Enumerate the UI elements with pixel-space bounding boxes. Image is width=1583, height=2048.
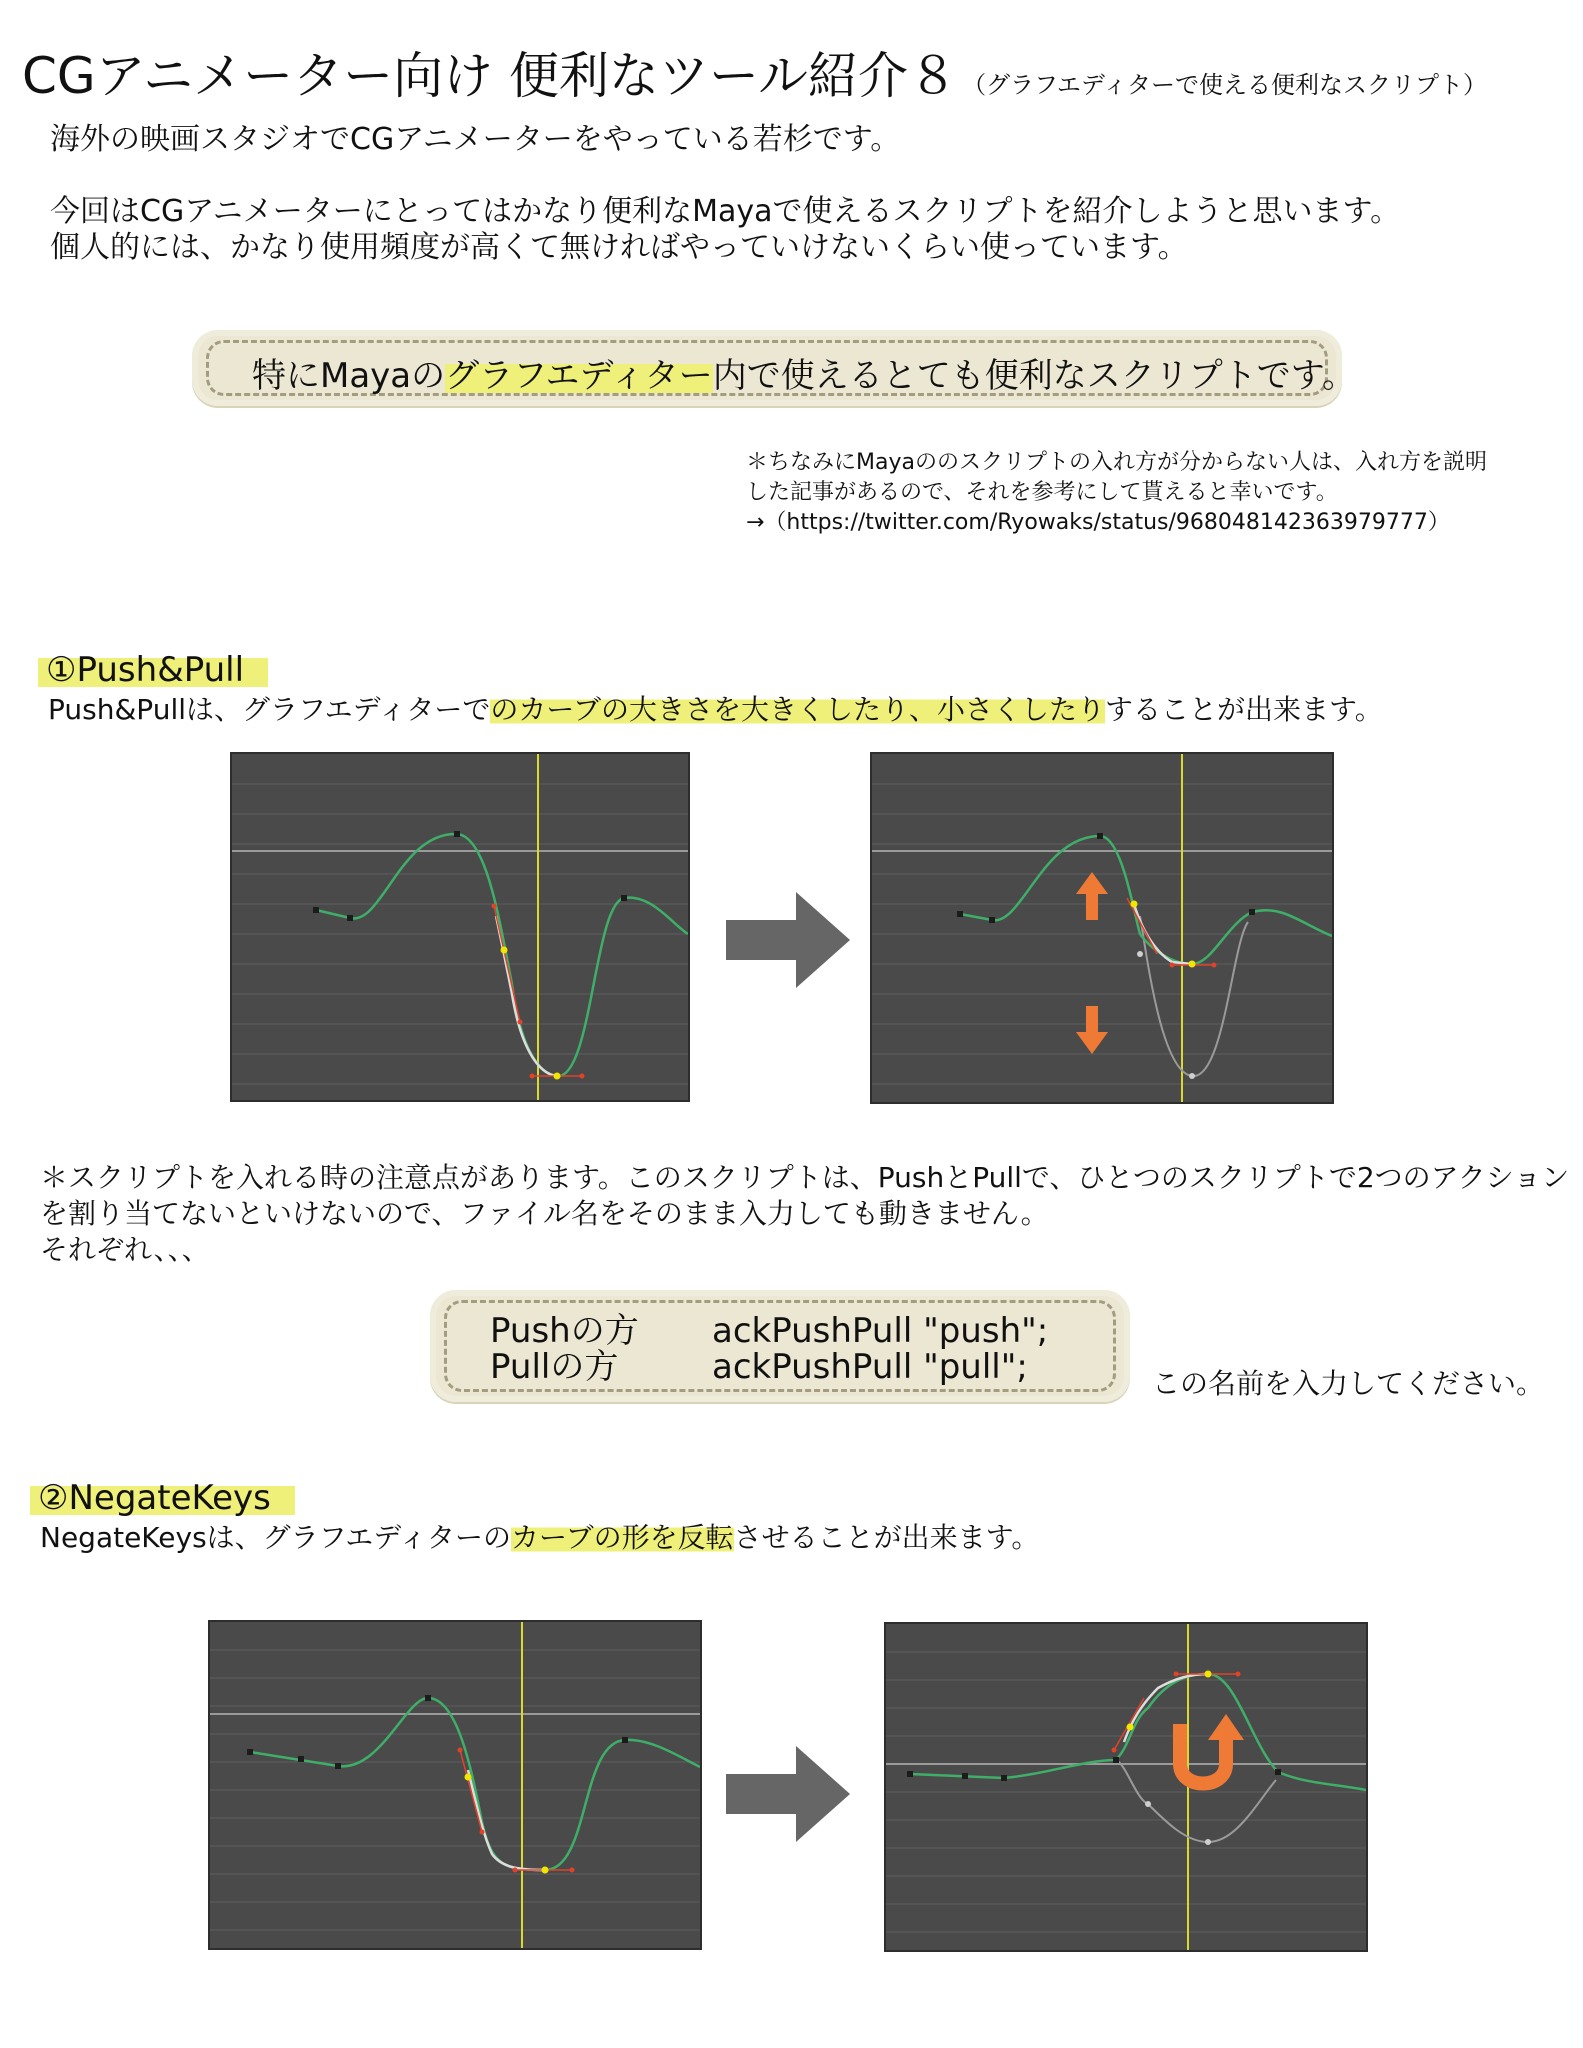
down-arrow-icon — [1076, 1006, 1108, 1054]
caution-line-3: それぞれ、、、 — [40, 1233, 210, 1266]
graph-editor-negate-after — [884, 1622, 1368, 1952]
intro-line-2: 今回はCGアニメーターにとってはかなり便利なMayaで使えるスクリプトを紹介しようと思います。 — [50, 194, 1401, 229]
section-push-pull-description — [48, 692, 1383, 728]
s2-desc-highlight: カーブの形を反転 — [511, 1521, 734, 1554]
page-title — [22, 36, 1487, 108]
command-note: この名前を入力してください。 — [1152, 1367, 1545, 1400]
title-subtitle: （グラフエディターで使える便利なスクリプト） — [962, 71, 1487, 99]
command-row-pull — [490, 1348, 618, 1386]
s1-desc-pre: Push&Pullは、グラフエディターで — [48, 693, 491, 726]
note-line-2: した記事があるので、それを参考にして貰えると幸いです。 — [746, 480, 1338, 505]
highlight-banner — [192, 330, 1357, 406]
graph-editor-negate-before — [208, 1620, 702, 1950]
s1-desc-post: することが出来ます。 — [1104, 693, 1383, 726]
command-value-push: ackPushPull "push"; — [712, 1311, 1049, 1351]
up-arrow-icon — [1076, 872, 1108, 920]
right-arrow-icon — [722, 890, 854, 990]
title-main: CGアニメーター向け 便利なツール紹介８ — [22, 47, 959, 105]
banner-text — [252, 348, 1356, 397]
banner-text-pre: 特にMayaの — [252, 356, 446, 396]
graph-push-after-svg — [872, 754, 1332, 1102]
graph-negate-after-svg — [886, 1624, 1366, 1950]
note-line-1: ＊ちなみにMayaののスクリプトの入れ方が分からない人は、入れ方を説明 — [746, 450, 1487, 475]
s2-desc-pre: NegateKeysは、グラフエディターの — [40, 1521, 512, 1554]
command-value-pull: ackPushPull "pull"; — [712, 1347, 1028, 1387]
command-banner — [430, 1290, 1130, 1402]
section-negate-keys-description — [40, 1520, 1039, 1556]
intro-line-3: 個人的には、かなり使用頻度が高くて無ければやっていけないくらい使っています。 — [50, 230, 1188, 265]
graph-push-before-svg — [232, 754, 688, 1100]
section-negate-keys-heading: ②NegateKeys — [30, 1478, 295, 1518]
s1-desc-highlight: のカーブの大きさを大きくしたり、小さくしたり — [490, 693, 1105, 726]
s2-desc-post: させることが出来ます。 — [733, 1521, 1040, 1554]
note-line-3: →（https://twitter.com/Ryowaks/status/968048142363979777） — [746, 510, 1450, 535]
caution-line-1: ＊スクリプトを入れる時の注意点があります。このスクリプトは、PushとPullで、ひとつのスクリプトで2つのアクション — [40, 1161, 1570, 1194]
banner-text-highlight: グラフエディター — [445, 356, 713, 396]
right-arrow-icon — [722, 1744, 854, 1844]
intro-line-1: 海外の映画スタジオでCGアニメーターをやっている若杉です。 — [50, 122, 901, 157]
section-push-pull-heading: ①Push&Pull — [38, 650, 268, 690]
graph-negate-before-svg — [210, 1622, 700, 1948]
u-turn-arrow-icon — [1180, 1714, 1244, 1784]
graph-editor-push-after — [870, 752, 1334, 1104]
command-row-push — [490, 1312, 639, 1350]
graph-editor-push-before — [230, 752, 690, 1102]
caution-line-2: を割り当てないといけないので、ファイル名をそのまま入力しても動きません。 — [40, 1197, 1049, 1230]
command-label-push: Pushの方 — [490, 1311, 639, 1351]
banner-text-post: 内で使えるとても便利なスクリプトです。 — [712, 356, 1357, 396]
command-label-pull: Pullの方 — [490, 1347, 619, 1387]
